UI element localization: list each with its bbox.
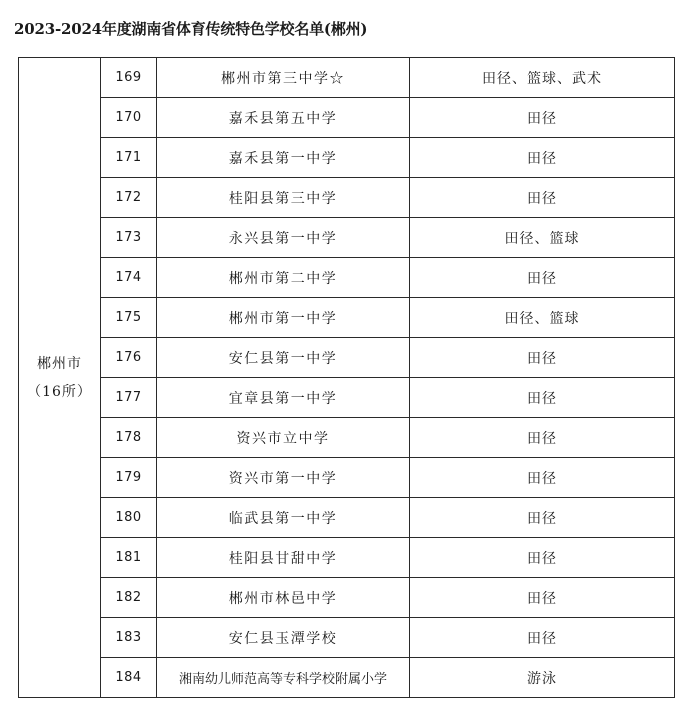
row-number: 182 [101, 578, 157, 618]
school-name: 安仁县玉潭学校 [157, 618, 410, 658]
school-list-body [19, 58, 675, 698]
school-name: 资兴市第一中学 [157, 458, 410, 498]
school-name: 郴州市第二中学 [157, 258, 410, 298]
school-name: 永兴县第一中学 [157, 218, 410, 258]
sport-items: 田径 [410, 138, 675, 178]
region-cell [19, 58, 101, 698]
school-name: 嘉禾县第一中学 [157, 138, 410, 178]
row-number: 178 [101, 418, 157, 458]
row-number: 169 [101, 58, 157, 98]
row-number: 180 [101, 498, 157, 538]
school-name: 嘉禾县第五中学 [157, 98, 410, 138]
row-number: 173 [101, 218, 157, 258]
sport-items: 田径 [410, 458, 675, 498]
table-row [19, 298, 675, 338]
school-name: 湘南幼儿师范高等专科学校附属小学 [157, 658, 410, 698]
sport-items: 游泳 [410, 658, 675, 698]
sport-items: 田径 [410, 498, 675, 538]
sport-items: 田径 [410, 538, 675, 578]
document-title: 2023-2024年度湖南省体育传统特色学校名单(郴州) [14, 20, 368, 38]
row-number: 179 [101, 458, 157, 498]
school-name: 桂阳县甘甜中学 [157, 538, 410, 578]
row-number: 183 [101, 618, 157, 658]
sport-items: 田径 [410, 578, 675, 618]
school-name: 资兴市立中学 [157, 418, 410, 458]
row-number: 175 [101, 298, 157, 338]
table-row [19, 578, 675, 618]
sport-items: 田径 [410, 258, 675, 298]
sport-items: 田径 [410, 98, 675, 138]
table-row [19, 58, 675, 98]
sport-items: 田径、篮球 [410, 218, 675, 258]
school-name: 宜章县第一中学 [157, 378, 410, 418]
table-row [19, 218, 675, 258]
table-row [19, 178, 675, 218]
sport-items: 田径 [410, 418, 675, 458]
row-number: 184 [101, 658, 157, 698]
school-name: 郴州市第三中学☆ [157, 58, 410, 98]
region-count: （16所） [27, 383, 92, 400]
sport-items: 田径 [410, 338, 675, 378]
school-name: 安仁县第一中学 [157, 338, 410, 378]
school-name: 郴州市第一中学 [157, 298, 410, 338]
region-name: 郴州市 [37, 355, 82, 372]
table-row [19, 98, 675, 138]
school-name: 郴州市林邑中学 [157, 578, 410, 618]
sport-items: 田径、篮球 [410, 298, 675, 338]
table-row [19, 498, 675, 538]
school-name: 临武县第一中学 [157, 498, 410, 538]
table-row [19, 658, 675, 698]
row-number: 170 [101, 98, 157, 138]
school-list-table [18, 57, 675, 698]
school-name: 桂阳县第三中学 [157, 178, 410, 218]
table-row [19, 458, 675, 498]
sport-items: 田径、篮球、武术 [410, 58, 675, 98]
table-row [19, 338, 675, 378]
row-number: 177 [101, 378, 157, 418]
table-row [19, 138, 675, 178]
table-row [19, 258, 675, 298]
table-row [19, 618, 675, 658]
sport-items: 田径 [410, 378, 675, 418]
row-number: 171 [101, 138, 157, 178]
row-number: 176 [101, 338, 157, 378]
sport-items: 田径 [410, 178, 675, 218]
row-number: 181 [101, 538, 157, 578]
table-row [19, 378, 675, 418]
table-row [19, 538, 675, 578]
sport-items: 田径 [410, 618, 675, 658]
row-number: 172 [101, 178, 157, 218]
row-number: 174 [101, 258, 157, 298]
table-row [19, 418, 675, 458]
